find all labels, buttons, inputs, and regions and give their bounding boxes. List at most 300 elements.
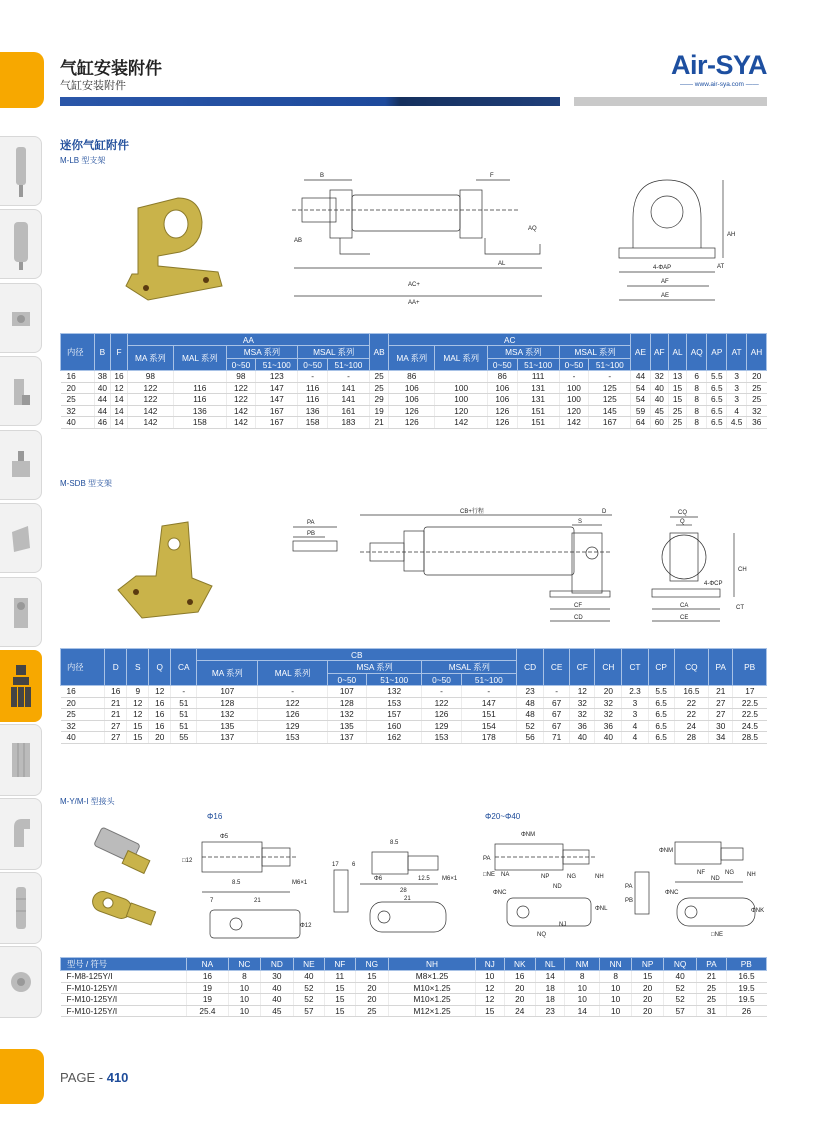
dim-phi6: Φ6 bbox=[374, 876, 383, 882]
dim-cp: 4-ΦCP bbox=[704, 581, 723, 587]
table-cell: 153 bbox=[422, 732, 461, 744]
th-at: AT bbox=[727, 334, 747, 371]
table-cell: 135 bbox=[197, 720, 258, 732]
dim-aa: AA+ bbox=[408, 300, 420, 306]
table-cell: 21 bbox=[105, 697, 127, 709]
side-tab-6[interactable] bbox=[0, 503, 42, 573]
table-cell: 8 bbox=[599, 971, 631, 983]
table-cell: 40 bbox=[595, 732, 622, 744]
myi-label: M-Y/M-I 型接头 bbox=[60, 797, 115, 806]
table-cell: 15 bbox=[325, 982, 355, 994]
table-cell: - bbox=[461, 686, 517, 698]
table-cell: 52 bbox=[663, 982, 696, 994]
table-cell: 142 bbox=[127, 417, 173, 429]
table-cell: 14 bbox=[111, 417, 128, 429]
table-cell: 6 bbox=[687, 371, 707, 383]
dim-nm-i: ΦNM bbox=[659, 848, 674, 854]
table-cell: 40 bbox=[663, 971, 696, 983]
dim-f: F bbox=[490, 173, 494, 179]
table-cell: 162 bbox=[366, 732, 422, 744]
table-row bbox=[61, 382, 767, 394]
table-cell: 54 bbox=[631, 394, 650, 406]
table-row bbox=[61, 394, 767, 406]
table-cell: 46 bbox=[94, 417, 111, 429]
table-cell: 12 bbox=[111, 382, 128, 394]
dim-nh-i: NH bbox=[747, 872, 756, 878]
th-msal: MSAL 系列 bbox=[298, 346, 370, 359]
dim-28: 28 bbox=[400, 888, 407, 894]
th-range: 51~100 bbox=[256, 359, 298, 371]
th-msa-2: MSA 系列 bbox=[488, 346, 560, 359]
table-cell: 98 bbox=[127, 371, 173, 383]
dim-ct: CT bbox=[736, 605, 744, 611]
table-cell: 16 bbox=[111, 371, 128, 383]
dim-pa-i: PA bbox=[625, 884, 633, 890]
table-cell: 5.5 bbox=[707, 371, 727, 383]
table-cell: 23 bbox=[517, 686, 544, 698]
table-cell: 40 bbox=[570, 732, 595, 744]
table-cell: - bbox=[589, 371, 631, 383]
th-range: 51~100 bbox=[327, 359, 369, 371]
th-aa: AA bbox=[127, 334, 369, 346]
table-cell: 8 bbox=[687, 417, 707, 429]
actuator-icon bbox=[8, 512, 34, 566]
table-cell: 2.3 bbox=[622, 686, 648, 698]
table-cell: 21 bbox=[697, 971, 726, 983]
dim-ch: CH bbox=[738, 567, 747, 573]
th-ap: AP bbox=[707, 334, 727, 371]
regulator-icon bbox=[8, 586, 34, 640]
frl-unit-icon bbox=[8, 659, 34, 717]
table-cell: 122 bbox=[258, 697, 328, 709]
table-cell: 25 bbox=[370, 371, 389, 383]
table-cell: 51 bbox=[171, 720, 197, 732]
table-row bbox=[61, 417, 767, 429]
side-tab-5[interactable] bbox=[0, 430, 42, 500]
table-cell: 16 bbox=[149, 697, 171, 709]
th-cd: CD bbox=[517, 649, 544, 686]
table-cell: 21 bbox=[709, 686, 733, 698]
table-cell: 107 bbox=[327, 686, 366, 698]
i-joint-drawing-16 bbox=[330, 822, 480, 942]
table-cell: 52 bbox=[293, 982, 324, 994]
side-tab-9[interactable] bbox=[0, 724, 42, 796]
table-cell: 40 bbox=[293, 971, 324, 983]
myi-spec-table bbox=[60, 957, 767, 1017]
dim-17: 17 bbox=[332, 862, 339, 868]
page-title: 气缸安装附件 bbox=[60, 59, 162, 78]
table-cell: 3 bbox=[622, 709, 648, 721]
table-cell: 25 bbox=[669, 405, 687, 417]
table-cell: 40 bbox=[650, 382, 669, 394]
table-cell: 64 bbox=[631, 417, 650, 429]
dim-6: 6 bbox=[352, 862, 356, 868]
table-cell: 142 bbox=[226, 405, 256, 417]
table-cell: 183 bbox=[327, 417, 369, 429]
dim-ab: AB bbox=[294, 238, 303, 244]
table-cell: 3 bbox=[727, 371, 747, 383]
table-cell: 122 bbox=[226, 382, 256, 394]
th-inner-dia: 内径 bbox=[61, 649, 105, 686]
table-cell: 38 bbox=[94, 371, 111, 383]
table-cell: - bbox=[327, 371, 369, 383]
dim-nd: ND bbox=[553, 884, 562, 890]
dim-m6-b: M6×1 bbox=[442, 876, 458, 882]
table-cell: 40 bbox=[650, 394, 669, 406]
table-cell bbox=[435, 371, 488, 383]
table-cell: 67 bbox=[544, 697, 570, 709]
msdb-pin-drawing bbox=[285, 515, 355, 565]
th-mal: MAL 系列 bbox=[258, 661, 328, 686]
table-cell: 136 bbox=[173, 405, 226, 417]
dim-7: 7 bbox=[210, 898, 214, 904]
phi16-label: Φ16 bbox=[207, 812, 223, 821]
table-cell: 142 bbox=[559, 417, 589, 429]
th-ae: AE bbox=[631, 334, 650, 371]
table-cell: 21 bbox=[370, 417, 389, 429]
table-header-cell: PA bbox=[697, 958, 726, 971]
table-cell: 23 bbox=[535, 1005, 564, 1017]
table-header-cell: NP bbox=[632, 958, 663, 971]
table-cell: 142 bbox=[226, 417, 256, 429]
table-cell: 6.5 bbox=[648, 732, 674, 744]
table-cell: 167 bbox=[589, 417, 631, 429]
table-cell: 3 bbox=[727, 382, 747, 394]
dim-ne-i: □NE bbox=[711, 932, 723, 938]
dim-al: AL bbox=[498, 261, 506, 267]
table-cell: 15 bbox=[127, 732, 149, 744]
table-cell: 167 bbox=[256, 417, 298, 429]
table-cell: 40 bbox=[61, 732, 105, 744]
dim-nk: ΦNK bbox=[751, 908, 765, 914]
table-cell: 32 bbox=[650, 371, 669, 383]
table-cell: 122 bbox=[422, 697, 461, 709]
dim-nh: NH bbox=[595, 874, 604, 880]
table-cell: 151 bbox=[517, 405, 559, 417]
mlb-table-body bbox=[61, 371, 767, 429]
table-cell: 28.5 bbox=[733, 732, 767, 744]
table-cell: 26 bbox=[726, 1005, 767, 1017]
th-cq: CQ bbox=[674, 649, 708, 686]
dim-q: Q bbox=[680, 519, 685, 525]
table-cell: 6.5 bbox=[707, 417, 727, 429]
table-cell: 45 bbox=[650, 405, 669, 417]
table-cell: 40 bbox=[261, 994, 293, 1006]
table-cell: 20 bbox=[632, 994, 663, 1006]
dim-af: AF bbox=[661, 279, 669, 285]
myi-table-head bbox=[61, 958, 767, 971]
table-cell: 32 bbox=[570, 697, 595, 709]
table-cell: 141 bbox=[327, 382, 369, 394]
table-cell: 40 bbox=[261, 982, 293, 994]
table-cell: 20 bbox=[61, 382, 95, 394]
table-header-cell: NL bbox=[535, 958, 564, 971]
side-tab-10[interactable] bbox=[0, 798, 42, 870]
dim-ac: AC+ bbox=[408, 282, 420, 288]
manifold-icon bbox=[8, 733, 34, 787]
th-range: 51~100 bbox=[461, 674, 517, 686]
th-range: 51~100 bbox=[589, 359, 631, 371]
table-cell: 16 bbox=[504, 971, 535, 983]
table-cell: 22.5 bbox=[733, 697, 767, 709]
dim-21: 21 bbox=[254, 898, 261, 904]
dim-cf: CF bbox=[574, 603, 582, 609]
table-cell: M12×1.25 bbox=[389, 1005, 476, 1017]
table-cell: 107 bbox=[197, 686, 258, 698]
table-cell: 32 bbox=[61, 720, 105, 732]
table-cell: 24.5 bbox=[733, 720, 767, 732]
table-cell: 20 bbox=[355, 982, 388, 994]
dim-cq: CQ bbox=[678, 510, 687, 516]
table-cell: 16.5 bbox=[674, 686, 708, 698]
table-header-cell: NJ bbox=[476, 958, 504, 971]
fitting-icon bbox=[8, 955, 34, 1009]
th-mal-2: MAL 系列 bbox=[435, 346, 488, 371]
th-al: AL bbox=[669, 334, 687, 371]
th-range: 51~100 bbox=[366, 674, 422, 686]
table-cell: 10 bbox=[228, 994, 260, 1006]
table-cell: 100 bbox=[435, 394, 488, 406]
side-tab-11[interactable] bbox=[0, 872, 42, 944]
table-header-cell: NC bbox=[228, 958, 260, 971]
th-af: AF bbox=[650, 334, 669, 371]
th-range: 0~50 bbox=[559, 359, 589, 371]
table-cell: 16 bbox=[149, 720, 171, 732]
table-cell: 25.4 bbox=[187, 1005, 229, 1017]
th-cb: CB bbox=[197, 649, 517, 661]
table-cell: 44 bbox=[94, 405, 111, 417]
mlb-bracket-photo bbox=[118, 190, 228, 305]
dim-phi12: Φ12 bbox=[300, 923, 312, 929]
table-cell: 16 bbox=[61, 686, 105, 698]
header-bar bbox=[60, 97, 560, 106]
th-msa: MSA 系列 bbox=[226, 346, 298, 359]
side-tab-2[interactable] bbox=[0, 209, 42, 279]
table-cell: 12 bbox=[127, 697, 149, 709]
table-cell: 60 bbox=[650, 417, 669, 429]
table-cell: - bbox=[544, 686, 570, 698]
table-cell: 10 bbox=[599, 982, 631, 994]
table-cell: 151 bbox=[461, 709, 517, 721]
table-header-cell: NE bbox=[293, 958, 324, 971]
table-cell: 9 bbox=[127, 686, 149, 698]
section-title: 迷你气缸附件 bbox=[60, 140, 129, 152]
table-cell: 40 bbox=[94, 382, 111, 394]
side-tab-12[interactable] bbox=[0, 946, 42, 1018]
th-f: F bbox=[111, 334, 128, 371]
table-cell: 56 bbox=[517, 732, 544, 744]
table-cell: 137 bbox=[197, 732, 258, 744]
dim-box12: □12 bbox=[182, 858, 193, 864]
table-cell: 167 bbox=[256, 405, 298, 417]
table-cell: 154 bbox=[461, 720, 517, 732]
table-cell: 44 bbox=[94, 394, 111, 406]
table-cell: 16 bbox=[149, 709, 171, 721]
table-cell: - bbox=[258, 686, 328, 698]
table-cell: 59 bbox=[631, 405, 650, 417]
table-cell: 86 bbox=[488, 371, 518, 383]
phi2040-label: Φ20~Φ40 bbox=[485, 812, 521, 821]
dim-phi5: Φ5 bbox=[220, 834, 229, 840]
th-range: 0~50 bbox=[298, 359, 328, 371]
table-cell: 32 bbox=[570, 709, 595, 721]
table-row bbox=[61, 405, 767, 417]
table-cell: 128 bbox=[197, 697, 258, 709]
table-cell: 52 bbox=[663, 994, 696, 1006]
table-cell: 6.5 bbox=[648, 697, 674, 709]
table-cell: 111 bbox=[517, 371, 559, 383]
table-cell: 22 bbox=[674, 697, 708, 709]
table-cell: 122 bbox=[127, 382, 173, 394]
table-cell: 126 bbox=[488, 405, 518, 417]
th-pb: PB bbox=[733, 649, 767, 686]
table-cell: 137 bbox=[327, 732, 366, 744]
table-cell: 54 bbox=[631, 382, 650, 394]
table-cell: 126 bbox=[389, 405, 435, 417]
table-row bbox=[61, 982, 767, 994]
msdb-front-drawing bbox=[640, 505, 765, 630]
side-tab-4[interactable] bbox=[0, 356, 42, 426]
table-cell: 120 bbox=[559, 405, 589, 417]
brand-logo: Air-SYA bbox=[671, 50, 768, 80]
table-cell: 15 bbox=[476, 1005, 504, 1017]
side-tab-8-active[interactable] bbox=[0, 650, 42, 722]
table-cell: 15 bbox=[325, 994, 355, 1006]
table-cell: 25 bbox=[355, 1005, 388, 1017]
th-ce: CE bbox=[544, 649, 570, 686]
brand-url: —— www.air-sya.com —— bbox=[680, 81, 759, 88]
table-cell: 20 bbox=[149, 732, 171, 744]
table-cell: 3 bbox=[727, 394, 747, 406]
table-cell: 106 bbox=[389, 382, 435, 394]
table-cell: 27 bbox=[105, 720, 127, 732]
side-tab-3[interactable] bbox=[0, 283, 42, 353]
table-cell: 8 bbox=[687, 405, 707, 417]
dim-nc: ΦNC bbox=[493, 890, 507, 896]
dim-d: D bbox=[602, 509, 607, 515]
table-cell: 25 bbox=[61, 394, 95, 406]
table-cell: 55 bbox=[171, 732, 197, 744]
table-cell: 25 bbox=[61, 709, 105, 721]
table-cell: 18 bbox=[535, 982, 564, 994]
th-range: 0~50 bbox=[488, 359, 518, 371]
table-cell: 22.5 bbox=[733, 709, 767, 721]
table-cell: 67 bbox=[544, 720, 570, 732]
table-cell: 20 bbox=[632, 982, 663, 994]
table-cell: 40 bbox=[61, 417, 95, 429]
table-cell: 126 bbox=[389, 417, 435, 429]
table-cell: 30 bbox=[261, 971, 293, 983]
table-cell: 51 bbox=[171, 709, 197, 721]
table-cell: 4 bbox=[622, 732, 648, 744]
cylinder-icon bbox=[8, 145, 34, 199]
table-cell: 11 bbox=[325, 971, 355, 983]
y-joint-drawing-20-40 bbox=[483, 822, 623, 940]
table-cell: 14 bbox=[535, 971, 564, 983]
th-msal-2: MSAL 系列 bbox=[559, 346, 631, 359]
table-cell: 147 bbox=[461, 697, 517, 709]
table-cell: 20 bbox=[504, 982, 535, 994]
table-header-cell: NK bbox=[504, 958, 535, 971]
dim-pb-i: PB bbox=[625, 898, 634, 904]
table-cell: 120 bbox=[435, 405, 488, 417]
table-header-cell: NG bbox=[355, 958, 388, 971]
table-cell: 4.5 bbox=[727, 417, 747, 429]
table-row bbox=[61, 709, 767, 721]
table-cell: 48 bbox=[517, 709, 544, 721]
th-cp: CP bbox=[648, 649, 674, 686]
dim-ae: AE bbox=[661, 293, 670, 299]
table-cell: 32 bbox=[747, 405, 767, 417]
table-cell: - bbox=[422, 686, 461, 698]
dim-nf: NF bbox=[697, 870, 705, 876]
table-cell: 6.5 bbox=[648, 720, 674, 732]
th-b: B bbox=[94, 334, 111, 371]
table-cell: 161 bbox=[327, 405, 369, 417]
table-cell: 8 bbox=[565, 971, 599, 983]
table-cell: 12 bbox=[570, 686, 595, 698]
i-joint-drawing-20-40 bbox=[625, 822, 765, 940]
table-cell: 15 bbox=[355, 971, 388, 983]
th-q: Q bbox=[149, 649, 171, 686]
table-cell: 116 bbox=[173, 382, 226, 394]
table-cell: 45 bbox=[261, 1005, 293, 1017]
dim-ca: CA bbox=[680, 603, 689, 609]
table-cell: 153 bbox=[366, 697, 422, 709]
clevis-photos bbox=[84, 825, 174, 935]
side-tab-1[interactable] bbox=[0, 136, 42, 206]
table-cell: - bbox=[171, 686, 197, 698]
table-cell: 160 bbox=[366, 720, 422, 732]
table-header-cell: ND bbox=[261, 958, 293, 971]
dim-nd-i: ND bbox=[711, 876, 720, 882]
dim-nl: ΦNL bbox=[595, 906, 608, 912]
table-cell: 10 bbox=[228, 1005, 260, 1017]
th-range: 51~100 bbox=[517, 359, 559, 371]
table-cell: 3 bbox=[622, 697, 648, 709]
table-cell: 132 bbox=[327, 709, 366, 721]
dim-12-5: 12.5 bbox=[418, 876, 430, 882]
table-cell: 32 bbox=[595, 697, 622, 709]
table-cell: 36 bbox=[747, 417, 767, 429]
table-header-cell: 型号 / 符号 bbox=[61, 958, 187, 971]
table-cell: 25 bbox=[370, 382, 389, 394]
th-ma: MA 系列 bbox=[127, 346, 173, 371]
side-tab-7[interactable] bbox=[0, 577, 42, 647]
fitting-icon bbox=[8, 365, 34, 419]
dim-cd: CD bbox=[574, 615, 583, 621]
table-cell: 20 bbox=[61, 697, 105, 709]
th-ac: AC bbox=[389, 334, 631, 346]
table-cell: 24 bbox=[674, 720, 708, 732]
table-cell: 132 bbox=[366, 686, 422, 698]
table-cell: 20 bbox=[355, 994, 388, 1006]
table-cell: 71 bbox=[544, 732, 570, 744]
table-cell: 147 bbox=[256, 382, 298, 394]
dim-ah: AH bbox=[727, 232, 736, 238]
table-cell: M8×1.25 bbox=[389, 971, 476, 983]
dim-b: B bbox=[320, 173, 325, 179]
th-msa: MSA 系列 bbox=[327, 661, 422, 674]
table-cell: 10 bbox=[476, 971, 504, 983]
th-ma: MA 系列 bbox=[197, 661, 258, 686]
table-cell: 129 bbox=[258, 720, 328, 732]
table-cell: 131 bbox=[517, 394, 559, 406]
table-cell: 6.5 bbox=[707, 394, 727, 406]
table-cell: 125 bbox=[589, 394, 631, 406]
table-cell: 52 bbox=[517, 720, 544, 732]
mlb-spec-table bbox=[60, 333, 767, 429]
